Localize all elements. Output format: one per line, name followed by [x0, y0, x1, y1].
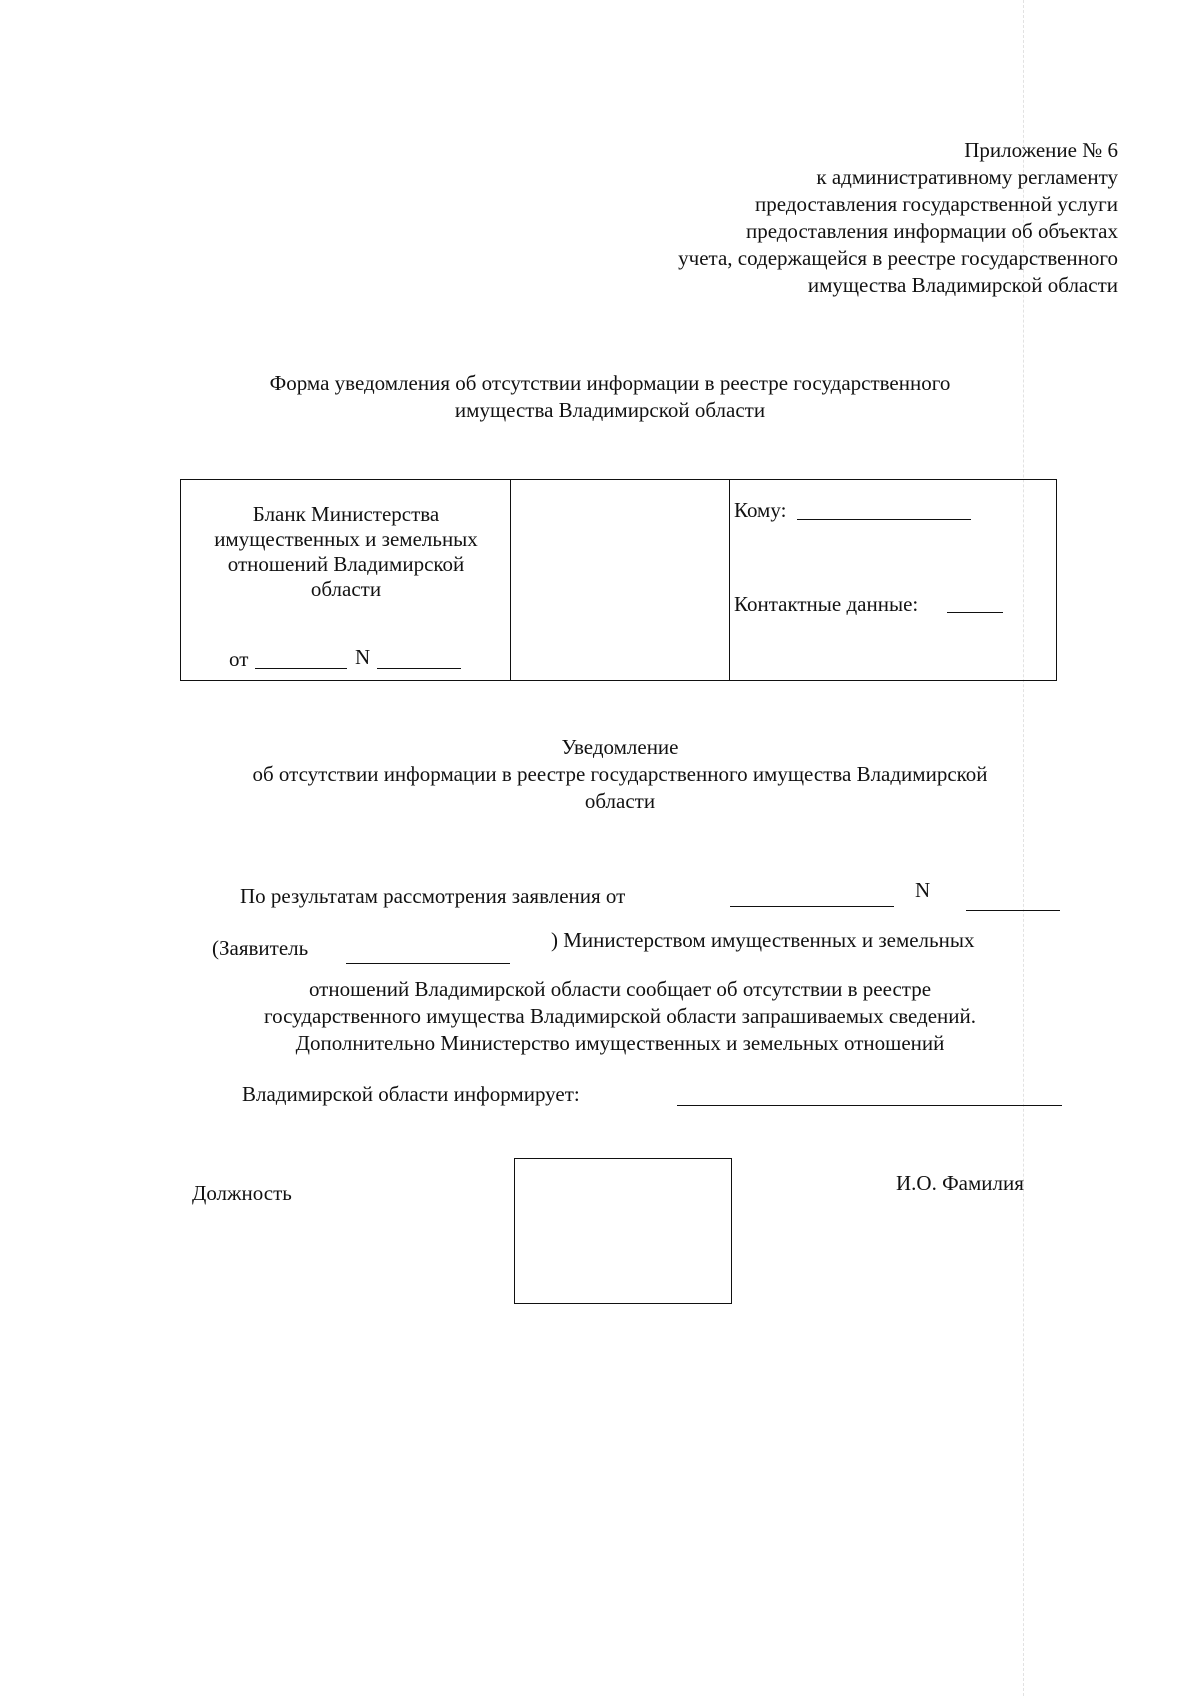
- letterhead-line: Бланк Министерства: [252, 502, 440, 526]
- letterhead-text: [186, 502, 506, 602]
- signature-box[interactable]: [514, 1158, 732, 1304]
- annex-line: учета, содержащейся в реестре государственного: [678, 246, 1118, 270]
- date-label: от: [229, 647, 249, 671]
- informs-blank-line[interactable]: [677, 1105, 1062, 1106]
- notice-heading: Уведомление: [561, 735, 679, 759]
- annex-line: предоставления государственной услуги: [755, 192, 1118, 216]
- notice-subtitle-line: области: [584, 789, 656, 813]
- form-title: [200, 370, 1020, 424]
- form-title-line: имущества Владимирской области: [454, 398, 766, 422]
- applicant-blank-line[interactable]: [346, 963, 510, 964]
- annex-line: предоставления информации об объектах: [745, 219, 1118, 243]
- number-blank-line[interactable]: [377, 668, 461, 669]
- applicant-continuation: ) Министерством имущественных и земельных: [551, 928, 975, 952]
- recipient-cell: [729, 480, 1056, 680]
- annex-line: Приложение № 6: [964, 138, 1118, 162]
- body-paragraph: [200, 976, 1040, 1057]
- annex-line: имущества Владимирской области: [807, 273, 1118, 297]
- notice-title: [200, 734, 1040, 815]
- position-label: Должность: [192, 1181, 292, 1205]
- number-label: N: [355, 645, 371, 669]
- application-number-label: N: [915, 878, 931, 902]
- contacts-blank-line[interactable]: [947, 612, 1003, 613]
- letterhead-line: области: [310, 577, 382, 601]
- letterhead-cell: [181, 480, 511, 680]
- letterhead-line: имущественных и земельных: [214, 527, 478, 551]
- informs-text: Владимирской области информирует:: [242, 1082, 580, 1106]
- letterhead-line: отношений Владимирской: [227, 552, 465, 576]
- annex-line: к административному регламенту: [816, 165, 1118, 189]
- application-date-line[interactable]: [730, 906, 894, 907]
- date-blank-line[interactable]: [255, 668, 347, 669]
- application-text: По результатам рассмотрения заявления от: [240, 884, 626, 908]
- header-table: [180, 479, 1057, 681]
- notice-subtitle-line: об отсутствии информации в реестре государственного имущества Владимирской: [252, 762, 988, 786]
- middle-cell: [510, 480, 730, 680]
- contacts-label: Контактные данные:: [734, 592, 919, 616]
- name-label: И.О. Фамилия: [896, 1171, 1024, 1195]
- annex-header: [478, 137, 1118, 299]
- body-line: отношений Владимирской области сообщает об отсутствии в реестре: [308, 977, 932, 1001]
- application-number-line[interactable]: [966, 910, 1060, 911]
- body-line: государственного имущества Владимирской области запрашиваемых сведений.: [263, 1004, 977, 1028]
- to-label: Кому:: [734, 498, 787, 522]
- to-blank-line[interactable]: [797, 519, 971, 520]
- applicant-label: (Заявитель: [212, 936, 309, 960]
- form-title-line: Форма уведомления об отсутствии информации в реестре государственного: [269, 371, 951, 395]
- body-line: Дополнительно Министерство имущественных и земельных отношений: [295, 1031, 945, 1055]
